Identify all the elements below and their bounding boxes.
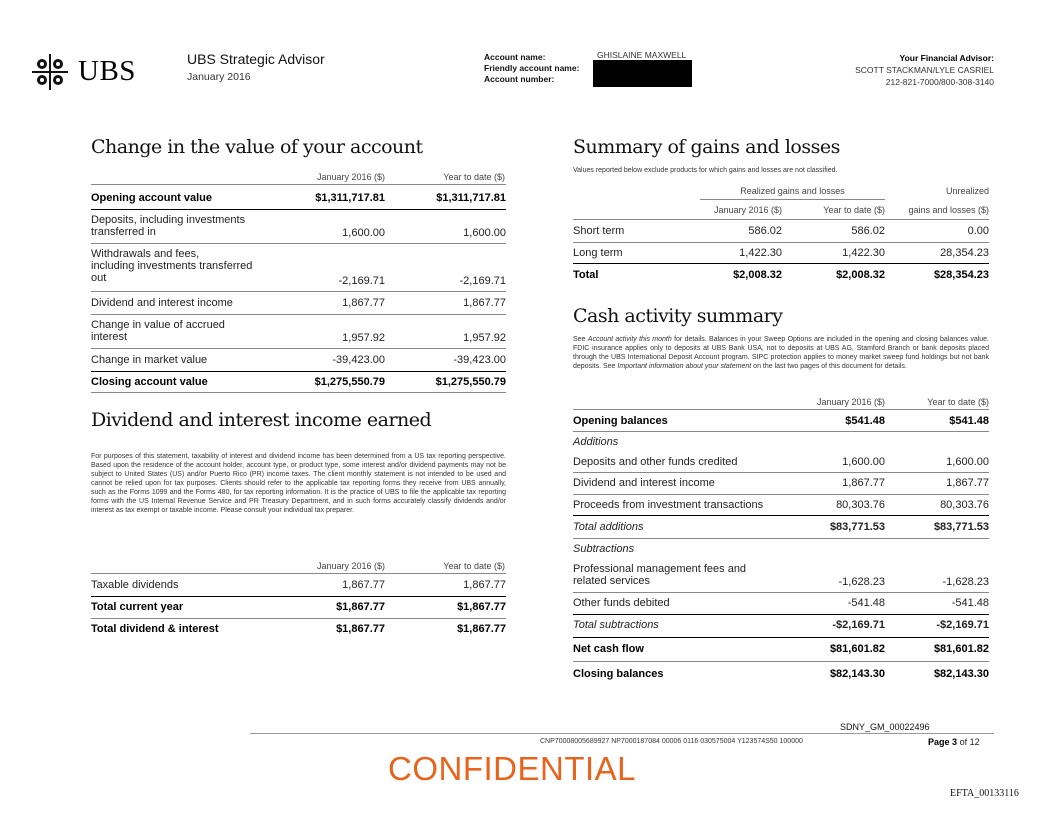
rule	[573, 242, 989, 243]
row-month-value: -541.48	[847, 597, 885, 609]
row-label-line2: transferred in	[91, 226, 156, 238]
table-row	[573, 477, 989, 489]
cash-para-link: Important information about your statement	[617, 363, 752, 370]
advisor-phone: 212-821-7000/800-308-3140	[885, 77, 994, 87]
row-month-value: $1,311,717.81	[315, 192, 385, 204]
row-label: Deposits and other funds credited	[573, 456, 738, 468]
rule	[573, 472, 989, 473]
table-row	[91, 623, 506, 635]
account-number-label: Account number:	[484, 74, 555, 84]
dividend-paragraph: For purposes of this statement, taxability of interest and dividend income has been determined from a US tax reporting perspective. Based upon the residence of the account holder, account type, or product type, some interest and/or dividend payments may not be subject to United States (US) and/or Puerto Rico (PR) income taxes. The client monthly statement is not intended to be used and cannot be relied upon for tax purposes. Clients should refer to the applicable tax reporting forms they receive from UBS annually, such as the Forms 1099 and the Forms 480, for tax reporting information. It is the practice of UBS to file the applicable tax reporting forms with the US Internal Revenue Service and PR Treasury Department, and in such forms accurately classify dividends and/or interest as tax exempt or taxable income. Please consult your individual tax preparer.	[91, 453, 506, 514]
row-label: Closing account value	[91, 376, 208, 388]
row-ytd-value: 1,957.92	[463, 332, 506, 344]
rule	[573, 431, 989, 432]
rule	[91, 573, 506, 574]
row-unrealized-value: 28,354.23	[940, 247, 989, 259]
row-label: Opening balances	[573, 415, 668, 427]
cash-para-link: Account activity this month	[587, 336, 672, 343]
gains-title: Summary of gains and losses	[573, 136, 840, 158]
row-ytd-value: $1,867.77	[457, 601, 506, 613]
row-ytd-value: $1,867.77	[457, 623, 506, 635]
rule	[91, 596, 506, 597]
cash-paragraph	[573, 335, 989, 371]
table-row	[91, 579, 506, 591]
rule	[700, 199, 885, 200]
row-label: Dividend and interest income	[91, 297, 233, 309]
row-ytd-value: $82,143.30	[933, 668, 989, 680]
row-ytd-value: 1,422.30	[842, 247, 885, 259]
table-row	[573, 668, 989, 680]
table-row	[573, 521, 989, 533]
row-label: Withdrawals and fees,	[91, 248, 200, 260]
table-row	[573, 563, 989, 587]
row-ytd-value: 586.02	[851, 225, 885, 237]
rule	[573, 494, 989, 495]
rule	[573, 661, 989, 662]
page-total: 12	[969, 737, 980, 747]
gains-col-unrealized: gains and losses ($)	[908, 205, 989, 215]
table-row	[573, 619, 989, 631]
subtractions-label: Subtractions	[573, 543, 635, 555]
rule	[573, 263, 989, 264]
row-month-value: 80,303.76	[836, 499, 885, 511]
table-row	[573, 247, 989, 259]
rule	[91, 392, 506, 393]
table-row	[91, 248, 506, 287]
efta-stamp: EFTA_00133116	[950, 788, 1019, 799]
ubs-keys-logo-icon	[30, 52, 70, 92]
row-label: Change in market value	[91, 354, 208, 366]
gains-col-month: January 2016 ($)	[713, 205, 782, 215]
table-row	[91, 297, 506, 309]
table-row	[573, 597, 989, 609]
row-ytd-value: 1,867.77	[463, 579, 506, 591]
row-month-value: 1,957.92	[342, 332, 385, 344]
row-label: Closing balances	[573, 668, 664, 680]
row-month-value: $1,275,550.79	[314, 376, 385, 388]
cash-para-text: See	[573, 336, 588, 343]
rule	[573, 515, 989, 516]
row-ytd-value: $1,311,717.81	[436, 192, 506, 204]
row-month-value: -$2,169.71	[832, 619, 885, 631]
table-row	[91, 192, 506, 204]
row-month-value: 1,867.77	[342, 579, 385, 591]
row-label-line2: interest	[91, 331, 128, 343]
rule	[573, 409, 989, 410]
account-info-labels	[484, 52, 579, 85]
row-month-value: -39,423.00	[332, 354, 385, 366]
rule	[91, 209, 506, 210]
table-row	[573, 225, 989, 237]
row-month-value: 1,867.77	[842, 477, 885, 489]
rule	[91, 243, 506, 244]
page-label: Page	[928, 737, 950, 747]
cash-col-ytd: Year to date ($)	[927, 397, 989, 407]
row-unrealized-value: $28,354.23	[933, 269, 989, 281]
row-month-value: 1,422.30	[739, 247, 782, 259]
rule	[91, 618, 506, 619]
table-row	[573, 499, 989, 511]
row-ytd-value: 80,303.76	[940, 499, 989, 511]
friendly-name-label: Friendly account name:	[484, 63, 580, 73]
account-name-label: Account name:	[484, 52, 546, 62]
row-ytd-value: $541.48	[949, 415, 989, 427]
row-month-value: $82,143.30	[829, 668, 885, 680]
advisor-names: SCOTT STACKMAN/LYLE CASRIEL	[855, 65, 994, 75]
row-ytd-value: 1,867.77	[463, 297, 506, 309]
row-label: Opening account value	[91, 192, 213, 204]
gains-note: Values reported below exclude products for which gains and losses are not classified.	[573, 167, 838, 174]
row-ytd-value: -2,169.71	[459, 275, 506, 287]
footer-code: CNP70008005689927 NP7000187084 00006 0116 030575004 Y123574S50 100000	[540, 738, 803, 745]
change-col-month: January 2016 ($)	[316, 172, 385, 182]
rule	[91, 291, 506, 292]
rule	[573, 538, 989, 539]
row-month-value: $1,867.77	[336, 601, 385, 613]
row-label: Net cash flow	[573, 643, 644, 655]
row-label: Professional management fees and	[573, 563, 747, 575]
rule	[91, 184, 506, 185]
footer-rule	[250, 733, 994, 734]
row-ytd-value: $1,275,550.79	[435, 376, 506, 388]
row-label-line2: including investments transferred	[91, 260, 253, 272]
dividend-title: Dividend and interest income earned	[91, 409, 432, 431]
row-month-value: 1,600.00	[342, 227, 385, 239]
row-label: Total additions	[573, 521, 644, 533]
financial-advisor-block	[855, 52, 994, 88]
table-row	[91, 601, 506, 613]
row-month-value: 1,600.00	[842, 456, 885, 468]
row-label: Taxable dividends	[91, 579, 179, 591]
row-month-value: 1,867.77	[342, 297, 385, 309]
row-label: Change in value of accrued	[91, 319, 225, 331]
row-ytd-value: -541.48	[951, 597, 989, 609]
row-ytd-value: -$2,169.71	[936, 619, 989, 631]
row-label-line2: related services	[573, 575, 651, 587]
advisor-label: Your Financial Advisor:	[899, 53, 994, 63]
row-label: Dividend and interest income	[573, 477, 715, 489]
unrealized-header: Unrealized	[945, 186, 989, 196]
realized-header: Realized gains and losses	[740, 186, 845, 196]
rule	[91, 348, 506, 349]
rule	[91, 314, 506, 315]
row-unrealized-value: 0.00	[967, 225, 989, 237]
page-current: 3	[952, 737, 958, 747]
row-ytd-value: 1,600.00	[946, 456, 989, 468]
row-label: Total	[573, 269, 599, 281]
row-label: Total dividend & interest	[91, 623, 219, 635]
row-month-value: -2,169.71	[338, 275, 385, 287]
row-month-value: $81,601.82	[829, 643, 885, 655]
row-month-value: -1,628.23	[838, 576, 885, 588]
table-row	[91, 214, 506, 238]
row-ytd-value: -39,423.00	[453, 354, 506, 366]
row-label: Total subtractions	[573, 619, 659, 631]
row-label: Long term	[573, 247, 623, 259]
row-month-value: $1,867.77	[336, 623, 385, 635]
rule	[573, 637, 989, 638]
statement-period: January 2016	[187, 71, 251, 83]
row-label: Total current year	[91, 601, 184, 613]
dividend-col-ytd: Year to date ($)	[443, 561, 505, 571]
row-month-value: $2,008.32	[733, 269, 782, 281]
row-ytd-value: $83,771.53	[933, 521, 989, 533]
brand-logo-text: UBS	[78, 55, 136, 87]
table-row	[91, 319, 506, 343]
table-row	[573, 456, 989, 468]
additions-label: Additions	[573, 436, 619, 448]
rule	[573, 219, 989, 220]
page-number	[928, 737, 980, 747]
rule	[91, 371, 506, 372]
cash-col-month: January 2016 ($)	[816, 397, 885, 407]
redaction-box	[593, 60, 692, 87]
account-name-value: GHISLAINE MAXWELL	[597, 50, 687, 60]
confidential-stamp: CONFIDENTIAL	[388, 750, 637, 787]
row-ytd-value: $81,601.82	[933, 643, 989, 655]
rule	[573, 592, 989, 593]
row-month-value: $541.48	[845, 415, 885, 427]
page-of: of	[959, 737, 968, 747]
cash-title: Cash activity summary	[573, 305, 783, 327]
row-ytd-value: 1,867.77	[946, 477, 989, 489]
bates-stamp: SDNY_GM_00022496	[840, 722, 930, 732]
statement-title: UBS Strategic Advisor	[187, 51, 325, 67]
cash-para-text: on the last two pages of this document for details.	[751, 363, 907, 370]
row-label-line3: out	[91, 272, 107, 284]
table-row	[91, 376, 506, 388]
change-col-ytd: Year to date ($)	[443, 172, 505, 182]
table-row	[91, 354, 506, 366]
table-row	[573, 643, 989, 655]
change-value-title: Change in the value of your account	[91, 136, 423, 158]
cash-para-text: for details. Balances in your Sweep Options are included in the opening and closing balances value. FDIC insurance applies only to deposits at UBS Bank USA, not to deposits at UBS AG, Stamford Branch or bank deposits placed through the UBS International Deposit Account program. SIPC protection applies to money market sweep fund holdings but not bank deposits. See	[573, 336, 989, 370]
row-label: Other funds debited	[573, 597, 670, 609]
row-label: Deposits, including investments	[91, 214, 246, 226]
row-ytd-value: -1,628.23	[942, 576, 989, 588]
row-ytd-value: 1,600.00	[463, 227, 506, 239]
row-ytd-value: $2,008.32	[836, 269, 885, 281]
row-label: Proceeds from investment transactions	[573, 499, 764, 511]
dividend-col-month: January 2016 ($)	[316, 561, 385, 571]
row-label: Short term	[573, 225, 625, 237]
gains-col-ytd: Year to date ($)	[823, 205, 885, 215]
table-row	[573, 269, 989, 281]
rule	[573, 614, 989, 615]
row-month-value: 586.02	[748, 225, 782, 237]
table-row	[573, 415, 989, 427]
row-month-value: $83,771.53	[829, 521, 885, 533]
